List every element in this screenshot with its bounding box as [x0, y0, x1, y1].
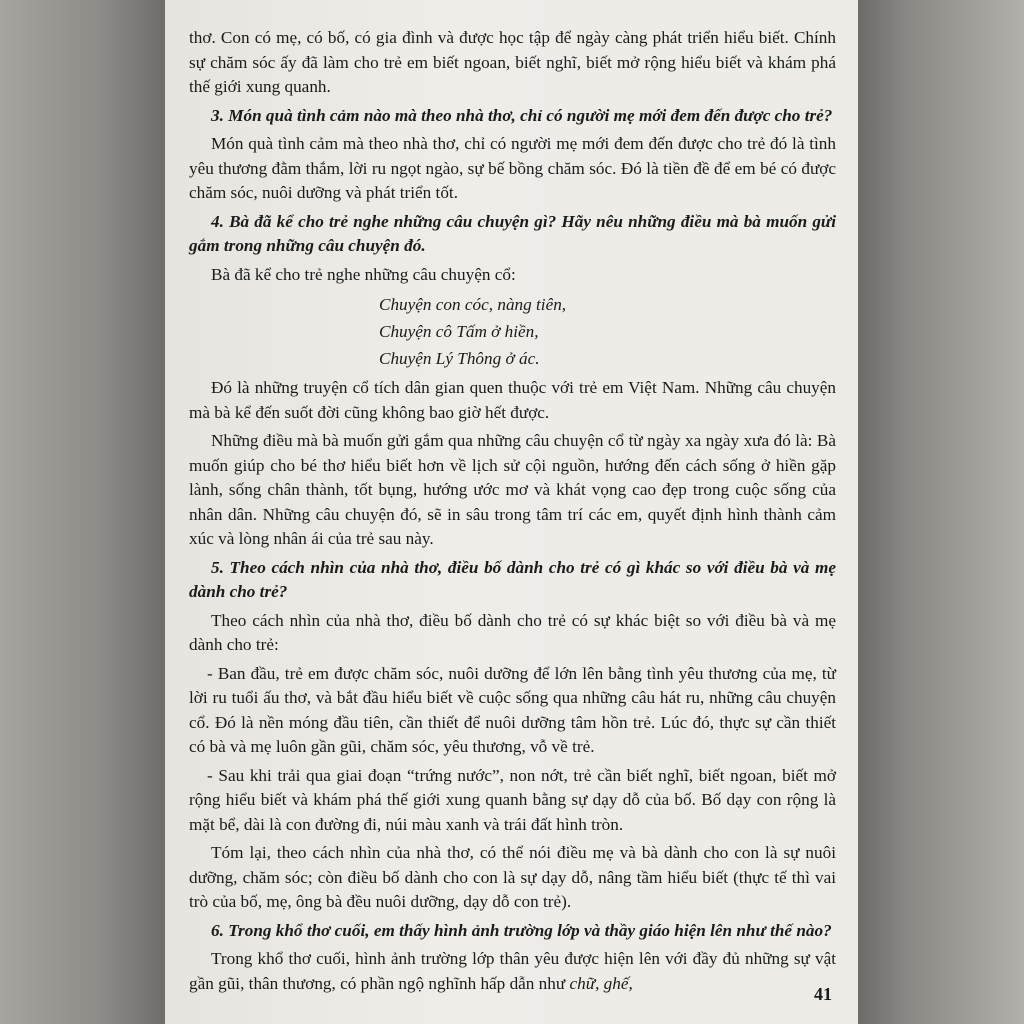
answer-5-intro: Theo cách nhìn của nhà thơ, điều bố dành cho trẻ có sự khác biệt so với điều bà và mẹ dành cho trẻ: [189, 610, 836, 654]
answer-6-text: Trong khổ thơ cuối, hình ảnh trường lớp thân yêu được hiện lên với đầy đủ những sự vật gần gũi, thân thương, có phần ngộ nghĩnh hấp dẫn như [189, 949, 836, 993]
answer-4-paragraph-3: Những điều mà bà muốn gửi gắm qua những câu chuyện cổ từ ngày xa ngày xưa đó là: Bà muốn giúp cho bé thơ hiểu biết hơn về lịch sử cội nguồn, hướng đến cách sống ở hiền gặp lành, sống chân thành, tốt bụng, hướng ước mơ và khát vọng cao đẹp trong cuộc sống của nhân dân. Những câu chuyện đó, sẽ in sâu trong tâm trí các em, quyết định hình thành cảm xúc và lòng nhân ái của trẻ sau này. [189, 431, 836, 548]
answer-6-italic: chữ, ghế, [569, 973, 633, 993]
question-5: 5. Theo cách nhìn của nhà thơ, điều bố dành cho trẻ có gì khác so với điều bà và mẹ dành cho trẻ? [189, 557, 836, 601]
paragraph-continuation: thơ. Con có mẹ, có bố, có gia đình và được học tập để ngày càng phát triển hiểu biết. Chính sự chăm sóc ấy đã làm cho trẻ em biết ngoan, biết nghĩ, biết mở rộng hiểu biết và khám phá thế giới xung quanh. [189, 28, 836, 96]
answer-5-bullet-2: - Sau khi trải qua giai đoạn “trứng nước”, non nớt, trẻ cần biết nghĩ, biết ngoan, biết mở rộng hiểu biết và khám phá thế giới xung quanh bằng sự dạy dỗ của bố. Bố dạy con rộng là mặt bể, dài là con đường đi, núi màu xanh và trái đất hình tròn. [189, 765, 836, 834]
answer-5-bullet-1: - Ban đầu, trẻ em được chăm sóc, nuôi dưỡng để lớn lên bằng tình yêu thương của mẹ, từ lời ru tuổi ấu thơ, và bắt đầu hiểu biết về cuộc sống qua những câu hát ru, những câu chuyện cổ. Đó là nền móng đầu tiên, cần thiết để nuôi dưỡng tâm hồn trẻ. Lúc đó, thực sự cần thiết có bà và mẹ luôn gần gũi, chăm sóc, yêu thương, vỗ về trẻ. [189, 663, 836, 756]
question-4: 4. Bà đã kể cho trẻ nghe những câu chuyện gì? Hãy nêu những điều mà bà muốn gửi gắm trong những câu chuyện đó. [189, 211, 836, 255]
left-book-edge [0, 0, 165, 1024]
question-6: 6. Trong khổ thơ cuối, em thấy hình ảnh trường lớp và thầy giáo hiện lên như thế nào? [211, 920, 832, 940]
answer-6 [189, 947, 836, 996]
book-page [165, 0, 858, 1024]
poem-line: Chuyện cô Tấm ở hiền, [379, 322, 539, 341]
page-number: 41 [814, 983, 832, 1004]
poem-excerpt [379, 291, 836, 372]
question-3: 3. Món quà tình cảm nào mà theo nhà thơ, chỉ có người mẹ mới đem đến được cho trẻ? [211, 105, 833, 125]
answer-3: Món quà tình cảm mà theo nhà thơ, chỉ có người mẹ mới đem đến được cho trẻ đó là tình yêu thương đằm thắm, lời ru ngọt ngào, sự bế bồng chăm sóc. Đó là tiền đề để em bé có được chăm sóc, nuôi dưỡng và phát triển tốt. [189, 134, 836, 202]
answer-4-paragraph-2: Đó là những truyện cổ tích dân gian quen thuộc với trẻ em Việt Nam. Những câu chuyện mà bà kể đến suốt đời cũng không bao giờ hết được. [189, 378, 836, 422]
right-background [858, 0, 1024, 1024]
answer-5-summary: Tóm lại, theo cách nhìn của nhà thơ, có thể nói điều mẹ và bà dành cho con là sự nuôi dưỡng, chăm sóc; còn điều bố dành cho con là sự dạy dỗ, nâng tầm hiểu biết (thực tế thì vai trò của bố, mẹ, ông bà đều nuôi dưỡng, dạy dỗ con trẻ). [189, 843, 836, 911]
poem-line: Chuyện Lý Thông ở ác. [379, 349, 540, 368]
poem-line: Chuyện con cóc, nàng tiên, [379, 295, 567, 314]
answer-4-intro: Bà đã kể cho trẻ nghe những câu chuyện cổ: [211, 264, 516, 284]
